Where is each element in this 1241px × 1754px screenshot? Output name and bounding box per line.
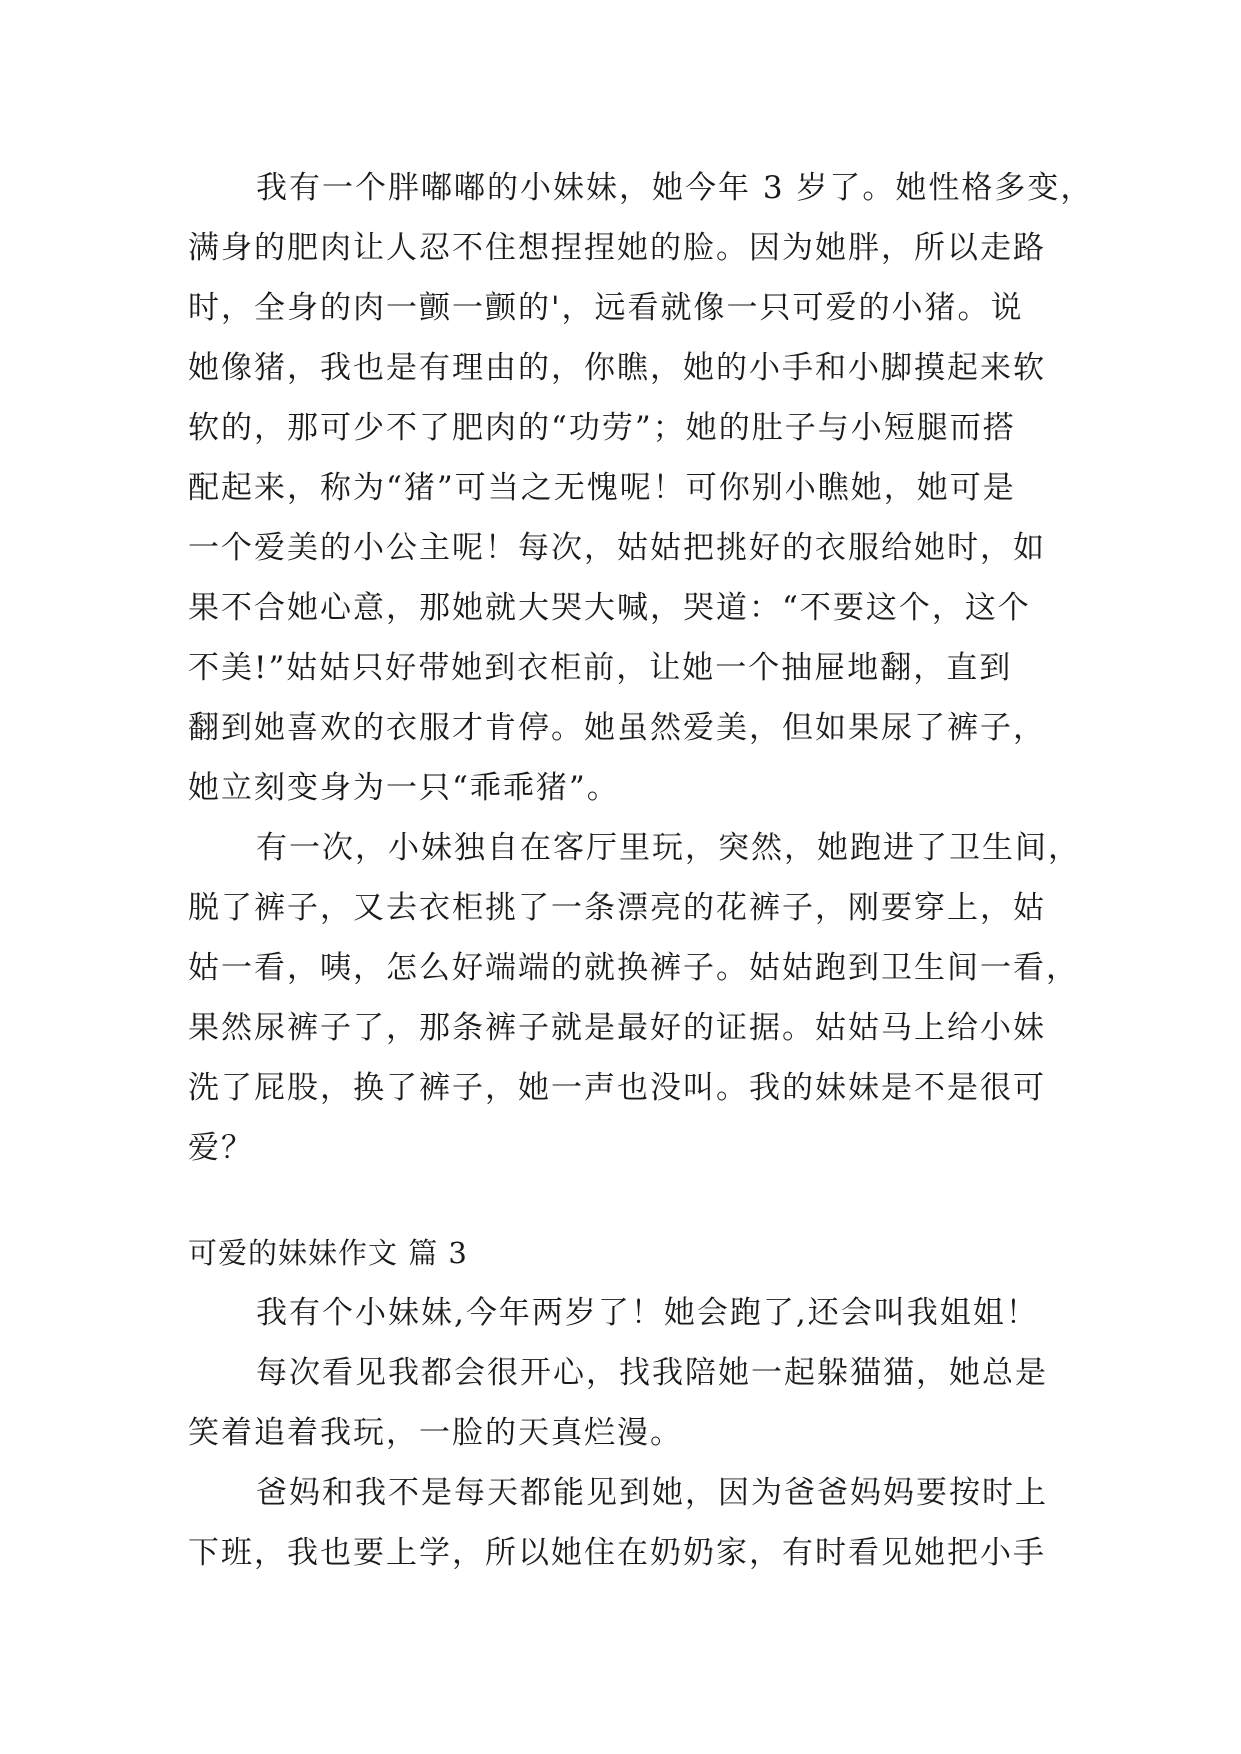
text-line: 软的，那可少不了肥肉的“功劳”；她的肚子与小短腿而搭: [188, 410, 1016, 446]
text-line: 下班，我也要上学，所以她住在奶奶家，有时看见她把小手: [188, 1535, 1046, 1571]
text-line: 果然尿裤子了，那条裤子就是最好的证据。姑姑马上给小妹: [188, 1010, 1046, 1046]
text-line: 她像猪，我也是有理由的，你瞧，她的小手和小脚摸起来软: [188, 350, 1046, 386]
text-line: 每次看见我都会很开心，找我陪她一起躲猫猫，她总是: [256, 1355, 1048, 1391]
text-line: 她立刻变身为一只“乖乖猪”。: [188, 770, 620, 806]
text-line: 满身的肥肉让人忍不住想捏捏她的脸。因为她胖，所以走路: [188, 230, 1046, 266]
text-line: 翻到她喜欢的衣服才肯停。她虽然爱美，但如果尿了裤子，: [188, 710, 1046, 746]
text-line: 配起来，称为“猪”可当之无愧呢！可你别小瞧她，她可是: [188, 470, 1016, 506]
text-line: 不美!”姑姑只好带她到衣柜前，让她一个抽屉地翻，直到: [188, 650, 1013, 686]
text-line: 爱？: [188, 1130, 254, 1166]
text-line: 笑着追着我玩，一脸的天真烂漫。: [188, 1415, 683, 1451]
text-line: 洗了屁股，换了裤子，她一声也没叫。我的妹妹是不是很可: [188, 1070, 1046, 1106]
text-line: 时，全身的肉一颤一颤的'，远看就像一只可爱的小猪。说: [188, 290, 1024, 326]
text-line: 脱了裤子，又去衣柜挑了一条漂亮的花裤子，刚要穿上，姑: [188, 890, 1046, 926]
text-line: 一个爱美的小公主呢！每次，姑姑把挑好的衣服给她时，如: [188, 530, 1046, 566]
text-line: 有一次，小妹独自在客厅里玩，突然，她跑进了卫生间，: [256, 830, 1081, 866]
text-line: 我有个小妹妹,今年两岁了！她会跑了,还会叫我姐姐！: [256, 1295, 1039, 1331]
section-heading: 可爱的妹妹作文 篇 3: [188, 1236, 468, 1270]
text-line: 果不合她心意，那她就大哭大喊，哭道：“不要这个，这个: [188, 590, 1031, 626]
text-line: 爸妈和我不是每天都能见到她，因为爸爸妈妈要按时上: [256, 1475, 1048, 1511]
text-line: 姑一看，咦，怎么好端端的就换裤子。姑姑跑到卫生间一看，: [188, 950, 1079, 986]
text-line: 我有一个胖嘟嘟的小妹妹，她今年 3 岁了。她性格多变，: [256, 170, 1094, 206]
